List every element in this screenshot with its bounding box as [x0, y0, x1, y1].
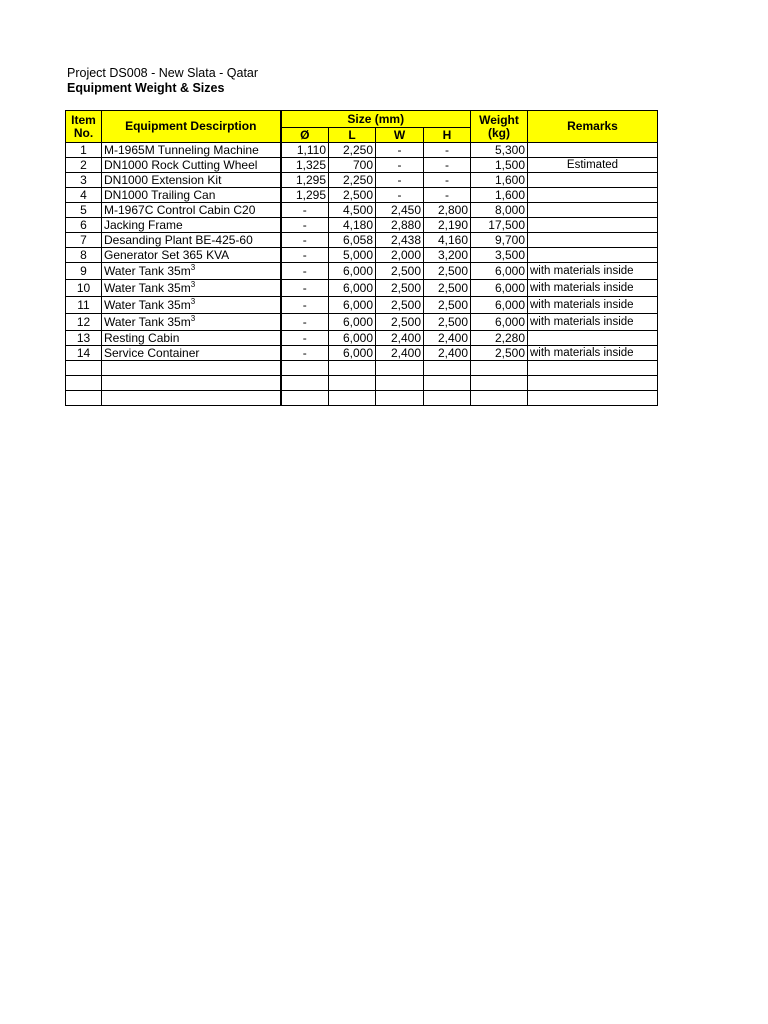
cell-description-text: Water Tank 35m [104, 280, 191, 295]
cell-item [66, 331, 102, 346]
cell-diameter [281, 143, 329, 158]
cell-height [424, 297, 471, 314]
sheet-subtitle: Equipment Weight & Sizes [67, 81, 225, 95]
cell-item-text: 12 [76, 314, 91, 329]
cell-width [376, 188, 424, 203]
header-size: Size (mm) [281, 111, 471, 128]
cell-weight [471, 248, 528, 263]
cell-description [102, 263, 281, 280]
cell-length-text: 4,180 [342, 217, 373, 232]
cell-diameter [281, 233, 329, 248]
cell-description [102, 233, 281, 248]
cell-height-text: 4,160 [437, 232, 468, 247]
cell-item [66, 263, 102, 280]
cell-length [329, 376, 376, 391]
cell-remarks [528, 391, 658, 406]
cell-height [424, 143, 471, 158]
cell-weight [471, 188, 528, 203]
cell-weight [471, 391, 528, 406]
cell-weight-text: 1,600 [494, 187, 525, 202]
cell-width [376, 376, 424, 391]
table-row [66, 188, 658, 203]
cell-height [424, 376, 471, 391]
cell-height-text: 2,400 [437, 330, 468, 345]
cell-length-text: 4,500 [342, 202, 373, 217]
cell-length [329, 233, 376, 248]
cell-remarks [528, 361, 658, 376]
cell-item-text: 9 [80, 263, 87, 278]
cell-item [66, 297, 102, 314]
cell-length-text: 6,000 [342, 330, 373, 345]
cell-description [102, 314, 281, 331]
cell-length [329, 331, 376, 346]
cell-diameter [281, 218, 329, 233]
cell-weight-text: 6,000 [494, 314, 525, 329]
cell-height [424, 218, 471, 233]
superscript: 3 [190, 313, 196, 323]
table-row [66, 173, 658, 188]
cell-width [376, 173, 424, 188]
cell-width [376, 331, 424, 346]
header-width: W [376, 128, 424, 143]
header-item-no [66, 111, 102, 143]
cell-description [102, 361, 281, 376]
cell-width-text: 2,500 [390, 263, 421, 278]
header-length: L [329, 128, 376, 143]
cell-item [66, 218, 102, 233]
header-weight-line1: Weight [479, 112, 519, 127]
cell-diameter-text: 1,110 [296, 142, 326, 157]
cell-width [376, 361, 424, 376]
cell-diameter-text: - [302, 314, 307, 329]
cell-width [376, 280, 424, 297]
cell-weight [471, 218, 528, 233]
cell-diameter [281, 248, 329, 263]
cell-diameter-text: - [302, 345, 307, 360]
cell-item [66, 173, 102, 188]
cell-weight-text: 1,500 [494, 157, 525, 172]
cell-width-text: 2,000 [390, 247, 421, 262]
cell-height-text: 2,500 [437, 297, 468, 312]
cell-diameter [281, 158, 329, 173]
cell-diameter-text: - [302, 297, 307, 312]
cell-weight [471, 331, 528, 346]
cell-height [424, 173, 471, 188]
cell-weight-text: 2,500 [494, 345, 525, 360]
header-diameter: Ø [281, 128, 329, 143]
cell-weight [471, 173, 528, 188]
cell-description-text: Resting Cabin [104, 330, 180, 345]
header-weight-line2: (kg) [488, 125, 510, 140]
cell-weight-text: 6,000 [494, 280, 525, 295]
cell-description-text: DN1000 Rock Cutting Wheel [104, 157, 258, 172]
cell-weight-text: 2,280 [494, 330, 525, 345]
cell-length [329, 248, 376, 263]
table-row [66, 143, 658, 158]
cell-item [66, 248, 102, 263]
cell-width-text: 2,400 [390, 330, 421, 345]
cell-height [424, 188, 471, 203]
table-row [66, 280, 658, 297]
cell-diameter [281, 188, 329, 203]
cell-height [424, 233, 471, 248]
cell-remarks [528, 297, 658, 314]
cell-item-text: 5 [80, 202, 87, 217]
cell-description-text: Water Tank 35m [104, 297, 191, 312]
cell-length [329, 346, 376, 361]
cell-length-text: 2,250 [342, 172, 373, 187]
cell-length [329, 391, 376, 406]
cell-weight-text: 17,500 [488, 217, 525, 232]
cell-height [424, 248, 471, 263]
cell-item-text: 2 [80, 157, 87, 172]
cell-weight-text: 3,500 [494, 247, 525, 262]
cell-item-text: 7 [80, 232, 87, 247]
cell-weight-text: 5,300 [494, 142, 525, 157]
cell-diameter [281, 173, 329, 188]
cell-height [424, 391, 471, 406]
table-row [66, 297, 658, 314]
table-row [66, 314, 658, 331]
header-weight [471, 111, 528, 143]
cell-item-text: 13 [76, 330, 91, 345]
cell-weight [471, 203, 528, 218]
cell-weight [471, 143, 528, 158]
cell-description [102, 143, 281, 158]
cell-remarks [528, 314, 658, 331]
cell-diameter-text: - [302, 217, 307, 232]
cell-diameter [281, 280, 329, 297]
header-height: H [424, 128, 471, 143]
cell-weight [471, 158, 528, 173]
cell-item [66, 391, 102, 406]
cell-diameter-text: - [302, 280, 307, 295]
cell-remarks [528, 173, 658, 188]
cell-description [102, 188, 281, 203]
cell-width [376, 391, 424, 406]
cell-width-text: - [397, 142, 402, 157]
cell-weight-text: 8,000 [494, 202, 525, 217]
cell-description [102, 203, 281, 218]
cell-remarks-text: with materials inside [530, 298, 634, 311]
cell-description-text: Water Tank 35m [104, 263, 191, 278]
cell-width [376, 248, 424, 263]
cell-width-text: - [397, 172, 402, 187]
table-row [66, 391, 658, 406]
cell-diameter [281, 314, 329, 331]
cell-height-text: 3,200 [437, 247, 468, 262]
table-body [66, 143, 658, 406]
cell-length-text: 6,000 [342, 345, 373, 360]
cell-height-text: - [445, 172, 449, 187]
cell-remarks-text: with materials inside [530, 264, 634, 277]
cell-height-text: 2,500 [437, 263, 468, 278]
cell-weight [471, 361, 528, 376]
cell-height [424, 331, 471, 346]
cell-item [66, 280, 102, 297]
cell-description [102, 391, 281, 406]
table-row [66, 361, 658, 376]
cell-diameter-text: - [302, 263, 307, 278]
cell-weight [471, 263, 528, 280]
cell-remarks-text: with materials inside [530, 281, 634, 294]
cell-description [102, 280, 281, 297]
cell-width [376, 314, 424, 331]
cell-diameter-text: - [302, 202, 307, 217]
cell-height [424, 314, 471, 331]
cell-width [376, 203, 424, 218]
cell-length-text: 2,250 [342, 142, 373, 157]
cell-description [102, 376, 281, 391]
cell-weight [471, 233, 528, 248]
cell-remarks [528, 346, 658, 361]
cell-description-text: Jacking Frame [104, 217, 183, 232]
cell-diameter-text: 1,295 [295, 187, 326, 202]
cell-item-text: 8 [80, 247, 87, 262]
cell-weight [471, 376, 528, 391]
cell-height-text: - [445, 187, 449, 202]
cell-width-text: 2,500 [390, 314, 421, 329]
cell-description [102, 158, 281, 173]
cell-diameter [281, 376, 329, 391]
cell-item-text: 11 [77, 297, 90, 312]
cell-weight [471, 297, 528, 314]
cell-diameter [281, 203, 329, 218]
cell-item [66, 203, 102, 218]
cell-height [424, 361, 471, 376]
cell-remarks [528, 248, 658, 263]
cell-length [329, 143, 376, 158]
cell-remarks [528, 203, 658, 218]
cell-weight-text: 9,700 [494, 232, 525, 247]
cell-weight-text: 6,000 [494, 263, 525, 278]
cell-weight-text: 1,600 [494, 172, 525, 187]
cell-width-text: 2,880 [390, 217, 421, 232]
cell-diameter-text: 1,295 [295, 172, 326, 187]
cell-item [66, 188, 102, 203]
cell-height-text: 2,800 [437, 202, 468, 217]
cell-width [376, 297, 424, 314]
cell-weight [471, 280, 528, 297]
cell-width [376, 346, 424, 361]
cell-length [329, 314, 376, 331]
cell-length [329, 203, 376, 218]
cell-width [376, 218, 424, 233]
cell-weight-text: 6,000 [494, 297, 525, 312]
cell-item-text: 6 [80, 217, 87, 232]
cell-height-text: - [445, 142, 449, 157]
cell-length-text: 5,000 [342, 247, 373, 262]
cell-length-text: 700 [352, 157, 373, 172]
cell-description [102, 346, 281, 361]
table-row [66, 376, 658, 391]
cell-length [329, 263, 376, 280]
cell-height-text: 2,500 [437, 280, 468, 295]
cell-width [376, 263, 424, 280]
cell-width-text: 2,500 [390, 280, 421, 295]
cell-length [329, 361, 376, 376]
superscript: 3 [190, 279, 196, 289]
cell-weight [471, 314, 528, 331]
cell-description [102, 218, 281, 233]
cell-length [329, 297, 376, 314]
cell-length-text: 6,058 [342, 232, 373, 247]
cell-description-text: Service Container [104, 345, 200, 360]
table-row [66, 203, 658, 218]
cell-length [329, 280, 376, 297]
table-row [66, 263, 658, 280]
cell-height-text: - [445, 157, 449, 172]
project-title: Project DS008 - New Slata - Qatar [67, 66, 259, 80]
cell-height [424, 263, 471, 280]
cell-item-text: 14 [76, 345, 91, 360]
table-row [66, 218, 658, 233]
cell-description-text: Desanding Plant BE-425-60 [104, 232, 253, 247]
table-row [66, 158, 658, 173]
cell-diameter-text: - [302, 247, 307, 262]
cell-height [424, 280, 471, 297]
superscript: 3 [190, 262, 196, 272]
cell-remarks [528, 233, 658, 248]
cell-item-text: 4 [80, 187, 87, 202]
table-row [66, 233, 658, 248]
cell-weight [471, 346, 528, 361]
table-row [66, 248, 658, 263]
cell-diameter [281, 361, 329, 376]
cell-remarks-text: with materials inside [530, 346, 634, 359]
cell-width [376, 158, 424, 173]
cell-diameter [281, 331, 329, 346]
cell-length [329, 188, 376, 203]
cell-diameter-text: 1,325 [295, 157, 326, 172]
cell-description-text: DN1000 Trailing Can [104, 187, 216, 202]
cell-description-text: M-1965M Tunneling Machine [104, 142, 259, 157]
cell-diameter [281, 391, 329, 406]
cell-description-text: DN1000 Extension Kit [104, 172, 222, 187]
cell-item [66, 361, 102, 376]
table-row [66, 331, 658, 346]
cell-height [424, 203, 471, 218]
cell-length [329, 173, 376, 188]
superscript: 3 [190, 296, 196, 306]
cell-item [66, 314, 102, 331]
cell-height-text: 2,400 [437, 345, 468, 360]
cell-description-text: M-1967C Control Cabin C20 [104, 202, 256, 217]
cell-length-text: 6,000 [342, 280, 373, 295]
header-description: Equipment Descirption [102, 111, 281, 143]
cell-diameter-text: - [302, 232, 307, 247]
cell-remarks [528, 158, 658, 173]
cell-item-text: 10 [76, 280, 91, 295]
cell-description [102, 248, 281, 263]
cell-diameter [281, 297, 329, 314]
cell-diameter [281, 263, 329, 280]
cell-description [102, 297, 281, 314]
cell-description-text: Water Tank 35m [104, 314, 191, 329]
cell-remarks [528, 188, 658, 203]
cell-length-text: 6,000 [342, 263, 373, 278]
cell-height [424, 158, 471, 173]
header-remarks: Remarks [528, 111, 658, 143]
cell-length-text: 6,000 [342, 297, 373, 312]
cell-remarks [528, 143, 658, 158]
cell-diameter [281, 346, 329, 361]
table-row [66, 346, 658, 361]
cell-item-text: 3 [80, 172, 87, 187]
cell-width-text: 2,438 [390, 232, 421, 247]
cell-remarks-text: with materials inside [530, 315, 634, 328]
cell-item [66, 346, 102, 361]
cell-width-text: - [397, 157, 402, 172]
header-item-line1: Item [71, 112, 96, 127]
cell-item [66, 158, 102, 173]
cell-remarks [528, 331, 658, 346]
cell-item [66, 376, 102, 391]
cell-remarks [528, 280, 658, 297]
cell-width [376, 143, 424, 158]
cell-height-text: 2,190 [437, 217, 468, 232]
cell-width-text: 2,500 [390, 297, 421, 312]
cell-diameter-text: - [302, 330, 307, 345]
cell-height [424, 346, 471, 361]
cell-length-text: 6,000 [342, 314, 373, 329]
cell-remarks [528, 376, 658, 391]
cell-remarks-text: Estimated [566, 158, 619, 171]
cell-remarks [528, 263, 658, 280]
cell-description-text: Generator Set 365 KVA [104, 247, 230, 262]
cell-length-text: 2,500 [342, 187, 373, 202]
cell-item [66, 143, 102, 158]
equipment-table [65, 110, 658, 406]
cell-length [329, 158, 376, 173]
cell-height-text: 2,500 [437, 314, 468, 329]
cell-length [329, 218, 376, 233]
cell-width [376, 233, 424, 248]
cell-width-text: 2,450 [390, 202, 421, 217]
cell-description [102, 173, 281, 188]
cell-remarks [528, 218, 658, 233]
cell-item-text: 1 [80, 142, 87, 157]
cell-width-text: 2,400 [390, 345, 421, 360]
cell-width-text: - [397, 187, 402, 202]
cell-item [66, 233, 102, 248]
cell-description [102, 331, 281, 346]
header-item-line2: No. [73, 125, 94, 140]
